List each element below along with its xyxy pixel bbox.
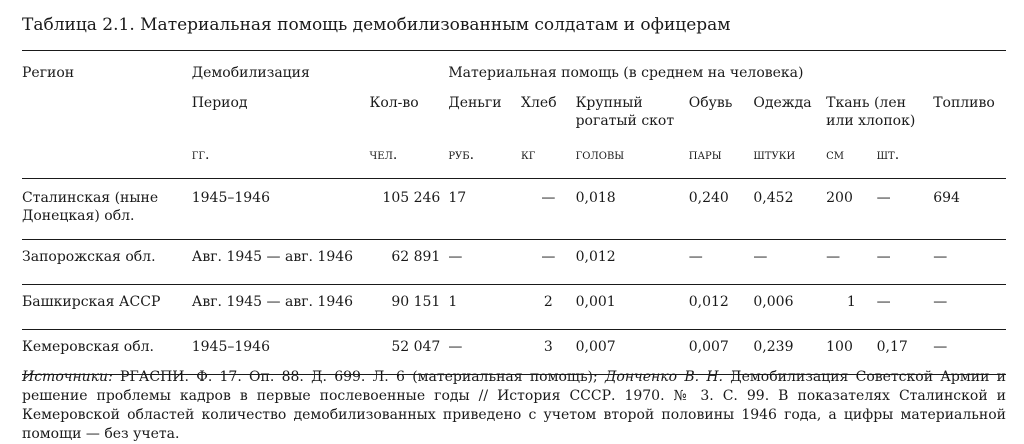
col-cattle-header: Крупный рогатый скот [575,95,675,129]
cell-money: 17 [448,179,521,240]
table-row [22,240,1006,285]
table-row [22,179,1006,240]
source-label: Источники: [22,369,113,385]
cell-bread: — [521,179,576,240]
cell-money: — [448,330,521,375]
col-count-header: Кол-во [369,95,419,111]
cell-fuel: 694 [933,179,1006,240]
header-row-1 [22,58,1006,94]
cell-fuel: — [933,240,1006,285]
cell-period: 1945–1946 [192,330,370,375]
unit-fabric-pcs: шт. [877,140,934,179]
cell-count: 52 047 [370,330,449,375]
source-author: Донченко В. Н. [605,369,723,385]
cell-region: Кемеровская обл. [22,330,192,375]
cell-shoes: 0,007 [689,330,754,375]
cell-bread: 3 [521,330,576,375]
cell-shoes: — [689,240,754,285]
cell-region: Сталинская (ныне Донецкая) обл. [22,179,192,240]
header-row-2 [22,94,1006,140]
col-fuel-header: Топливо [933,95,995,111]
col-bread-header: Хлеб [521,95,557,111]
cell-shoes: 0,012 [689,285,754,330]
cell-clothes: — [753,240,826,285]
cell-clothes: 0,452 [753,179,826,240]
col-fabric-header: Ткань (лен или хлопок) [826,95,916,129]
source-note [22,368,1006,444]
cell-region: Запорожская обл. [22,240,192,285]
col-money-header: Деньги [448,95,502,111]
unit-count: чел. [370,140,449,179]
cell-fabric-cm: 200 [826,179,877,240]
cell-fabric-cm: — [826,240,877,285]
col-demob-header: Демобилизация [191,65,310,81]
cell-money: — [448,240,521,285]
cell-fabric-pcs: — [877,285,934,330]
unit-shoes: пары [689,140,754,179]
unit-bread: кг [521,140,576,179]
cell-clothes: 0,006 [753,285,826,330]
cell-period: Авг. 1945 — авг. 1946 [192,285,370,330]
cell-bread: — [521,240,576,285]
cell-period: Авг. 1945 — авг. 1946 [192,240,370,285]
table-row [22,285,1006,330]
cell-fabric-pcs: — [877,179,934,240]
cell-count: 105 246 [370,179,449,240]
cell-bread: 2 [521,285,576,330]
unit-period: гг. [192,140,370,179]
cell-cattle: 0,018 [576,179,689,240]
unit-fabric-cm: см [826,140,877,179]
cell-count: 62 891 [370,240,449,285]
col-region-header: Регион [22,65,75,81]
cell-fabric-pcs: 0,17 [877,330,934,375]
col-period-header: Период [191,95,248,111]
top-rule [22,50,1006,51]
cell-cattle: 0,012 [576,240,689,285]
col-shoes-header: Обувь [688,95,733,111]
aid-table [22,58,1006,375]
cell-fabric-cm: 1 [826,285,877,330]
unit-clothes: штуки [753,140,826,179]
cell-clothes: 0,239 [753,330,826,375]
cell-fuel: — [933,285,1006,330]
cell-money: 1 [448,285,521,330]
cell-period: 1945–1946 [192,179,370,240]
table-title: Таблица 2.1. Материальная помощь демобилизованным солдатам и офицерам [22,15,731,35]
unit-money: руб. [448,140,521,179]
cell-shoes: 0,240 [689,179,754,240]
cell-cattle: 0,007 [576,330,689,375]
cell-region: Башкирская АССР [22,285,192,330]
cell-cattle: 0,001 [576,285,689,330]
document-page [22,8,1007,442]
cell-count: 90 151 [370,285,449,330]
source-text-1: РГАСПИ. Ф. 17. Оп. 88. Д. 699. Л. 6 (материальная помощь); [112,369,606,385]
cell-fabric-pcs: — [877,240,934,285]
units-row [22,140,1006,179]
col-clothes-header: Одежда [753,95,812,111]
cell-fuel: — [933,330,1006,375]
unit-cattle: головы [576,140,689,179]
cell-fabric-cm: 100 [826,330,877,375]
col-aid-header: Материальная помощь (в среднем на человека) [448,65,804,81]
source-text-2: Демобилизация Советской Армии и решение проблемы кадров в первые послевоенные годы // История СССР. 1970. № 3. С. 99. В показателях Сталинской и Кемеровской областей количество демобилизованных приведено с учетом второй половины 1946 года, а цифры материальной помощи — без учета. [22,369,1007,442]
